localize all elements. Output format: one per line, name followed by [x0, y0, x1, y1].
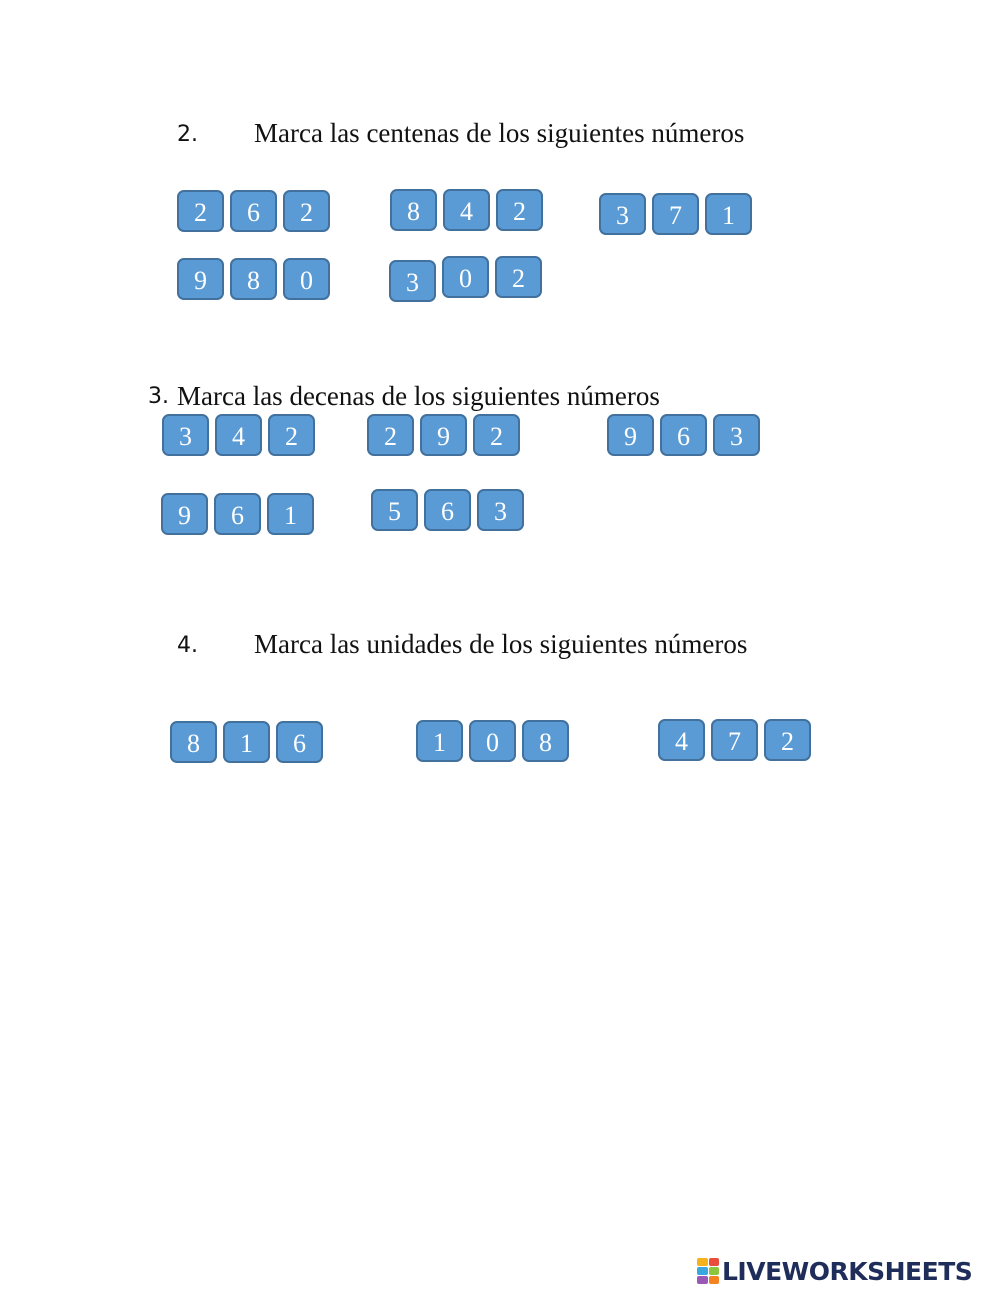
- question-4-number: 4.: [177, 633, 198, 658]
- digit-tile[interactable]: 8: [390, 189, 437, 231]
- digit-tile[interactable]: 0: [283, 258, 330, 300]
- digit-tile[interactable]: 4: [215, 414, 262, 456]
- question-3-instruction: Marca las decenas de los siguientes números: [177, 381, 660, 411]
- digit-tile[interactable]: 1: [223, 721, 270, 763]
- digit-tile[interactable]: 1: [416, 720, 463, 762]
- digit-tile[interactable]: 3: [389, 260, 436, 302]
- digit-tile[interactable]: 8: [170, 721, 217, 763]
- liveworksheets-logo: [697, 1255, 972, 1287]
- digit-tile[interactable]: 6: [230, 190, 277, 232]
- question-4-instruction: Marca las unidades de los siguientes números: [254, 629, 748, 659]
- digit-tile[interactable]: 6: [276, 721, 323, 763]
- question-2-number: 2.: [177, 122, 198, 147]
- digit-tile[interactable]: 6: [424, 489, 471, 531]
- digit-tile[interactable]: 4: [443, 189, 490, 231]
- digit-tile[interactable]: 1: [705, 193, 752, 235]
- digit-tile[interactable]: 8: [230, 258, 277, 300]
- digit-tile[interactable]: 5: [371, 489, 418, 531]
- digit-tile[interactable]: 7: [652, 193, 699, 235]
- logo-mark-icon: [697, 1258, 719, 1284]
- digit-tile[interactable]: 2: [283, 190, 330, 232]
- digit-tile[interactable]: 9: [177, 258, 224, 300]
- question-3-number: 3.: [148, 384, 169, 409]
- digit-tile[interactable]: 4: [658, 719, 705, 761]
- digit-tile[interactable]: 9: [420, 414, 467, 456]
- digit-tile[interactable]: 1: [267, 493, 314, 535]
- digit-tile[interactable]: 9: [161, 493, 208, 535]
- digit-tile[interactable]: 3: [162, 414, 209, 456]
- digit-tile[interactable]: 2: [764, 719, 811, 761]
- digit-tile[interactable]: 8: [522, 720, 569, 762]
- digit-tile[interactable]: 3: [599, 193, 646, 235]
- digit-tile[interactable]: 2: [177, 190, 224, 232]
- digit-tile[interactable]: 2: [495, 256, 542, 298]
- digit-tile[interactable]: 2: [268, 414, 315, 456]
- digit-tile[interactable]: 0: [442, 256, 489, 298]
- brand-name: LIVEWORKSHEETS: [722, 1256, 973, 1286]
- digit-tile[interactable]: 2: [473, 414, 520, 456]
- digit-tile[interactable]: 2: [496, 189, 543, 231]
- digit-tile[interactable]: 6: [660, 414, 707, 456]
- digit-tile[interactable]: 3: [713, 414, 760, 456]
- digit-tile[interactable]: 2: [367, 414, 414, 456]
- question-2-instruction: Marca las centenas de los siguientes números: [254, 118, 745, 148]
- digit-tile[interactable]: 0: [469, 720, 516, 762]
- digit-tile[interactable]: 3: [477, 489, 524, 531]
- digit-tile[interactable]: 6: [214, 493, 261, 535]
- digit-tile[interactable]: 7: [711, 719, 758, 761]
- digit-tile[interactable]: 9: [607, 414, 654, 456]
